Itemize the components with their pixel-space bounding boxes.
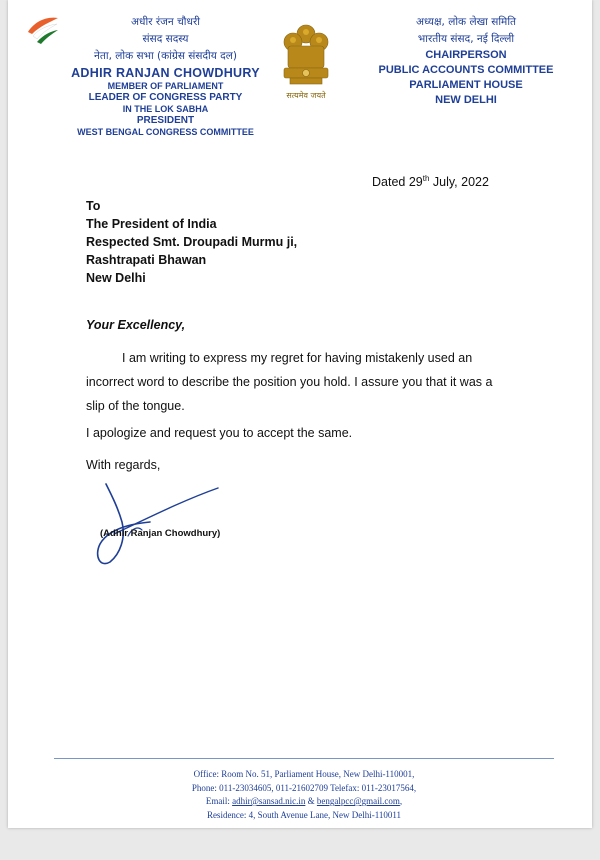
footer-phone: Phone: 011-23034605, 011-21602709 Telefax: 011-23017564,: [191, 782, 417, 793]
recipient-address: [86, 197, 297, 287]
salutation: Your Excellency,: [86, 318, 186, 332]
handwritten-signature: [88, 478, 238, 568]
email-separator: &: [305, 796, 317, 806]
footer-office: Office: Room No. 51, Parliament House, New Delhi-110001,: [193, 769, 415, 779]
email-end: ,: [399, 796, 403, 806]
hindi-title: संसद सदस्य: [142, 33, 189, 45]
address-line-title: The President of India: [86, 217, 217, 231]
building-name: PARLIAMENT HOUSE: [409, 79, 523, 91]
hindi-place: भारतीय संसद, नई दिल्ली: [417, 33, 515, 45]
email-link-1[interactable]: adhir@sansad.nic.in: [232, 796, 306, 806]
closing-line: With regards,: [86, 458, 161, 472]
date-month-year: July, 2022: [429, 175, 489, 190]
sender-title-1: MEMBER OF PARLIAMENT: [107, 81, 224, 91]
address-line-city: New Delhi: [86, 271, 146, 285]
date-ordinal: th: [422, 174, 430, 183]
footer-residence: Residence: 4, South Avenue Lane, New Delhi-110011: [206, 809, 402, 820]
letter-page: [8, 0, 592, 828]
emblem-motto: सत्यमेव जयते: [286, 91, 326, 100]
sender-name: ADHIR RANJAN CHOWDHURY: [71, 66, 260, 80]
email-link-2[interactable]: bengalpcc@gmail.com: [316, 796, 400, 806]
footer-email: [54, 795, 554, 809]
city-name: NEW DELHI: [435, 94, 497, 106]
address-line-name: Respected Smt. Droupadi Murmu ji,: [86, 235, 298, 249]
letterhead-right: [366, 14, 566, 108]
sender-title-3: IN THE LOK SABHA: [122, 104, 209, 114]
apology-line: I apologize and request you to accept the same.: [86, 426, 353, 440]
sender-title-2: LEADER OF CONGRESS PARTY: [88, 92, 243, 103]
sender-title-5: WEST BENGAL CONGRESS COMMITTEE: [77, 127, 254, 137]
email-label: Email:: [205, 796, 233, 806]
letterhead-left: [48, 14, 283, 138]
date-day: Dated 29: [372, 175, 423, 190]
committee-name: PUBLIC ACCOUNTS COMMITTEE: [378, 64, 554, 76]
footer-divider: [54, 758, 554, 759]
footer-contact: [54, 768, 554, 822]
address-line-building: Rashtrapati Bhawan: [86, 253, 207, 267]
body-paragraph: I am writing to express my regret for having mistakenly used an incorrect word to describe the position you hold. I assure you that it was a slip of the tongue.: [86, 351, 493, 413]
signatory-name: (Adhir Ranjan Chowdhury): [100, 528, 221, 539]
hindi-role: नेता, लोक सभा (कांग्रेस संसदीय दल): [94, 50, 237, 62]
hindi-name: अधीर रंजन चौधरी: [131, 16, 200, 28]
sender-title-4: PRESIDENT: [136, 115, 195, 126]
chair-title: CHAIRPERSON: [425, 49, 507, 61]
address-line-to: To: [86, 199, 101, 213]
letter-date: [372, 174, 489, 189]
hindi-chair-role: अध्यक्ष, लोक लेखा समिति: [415, 16, 517, 28]
